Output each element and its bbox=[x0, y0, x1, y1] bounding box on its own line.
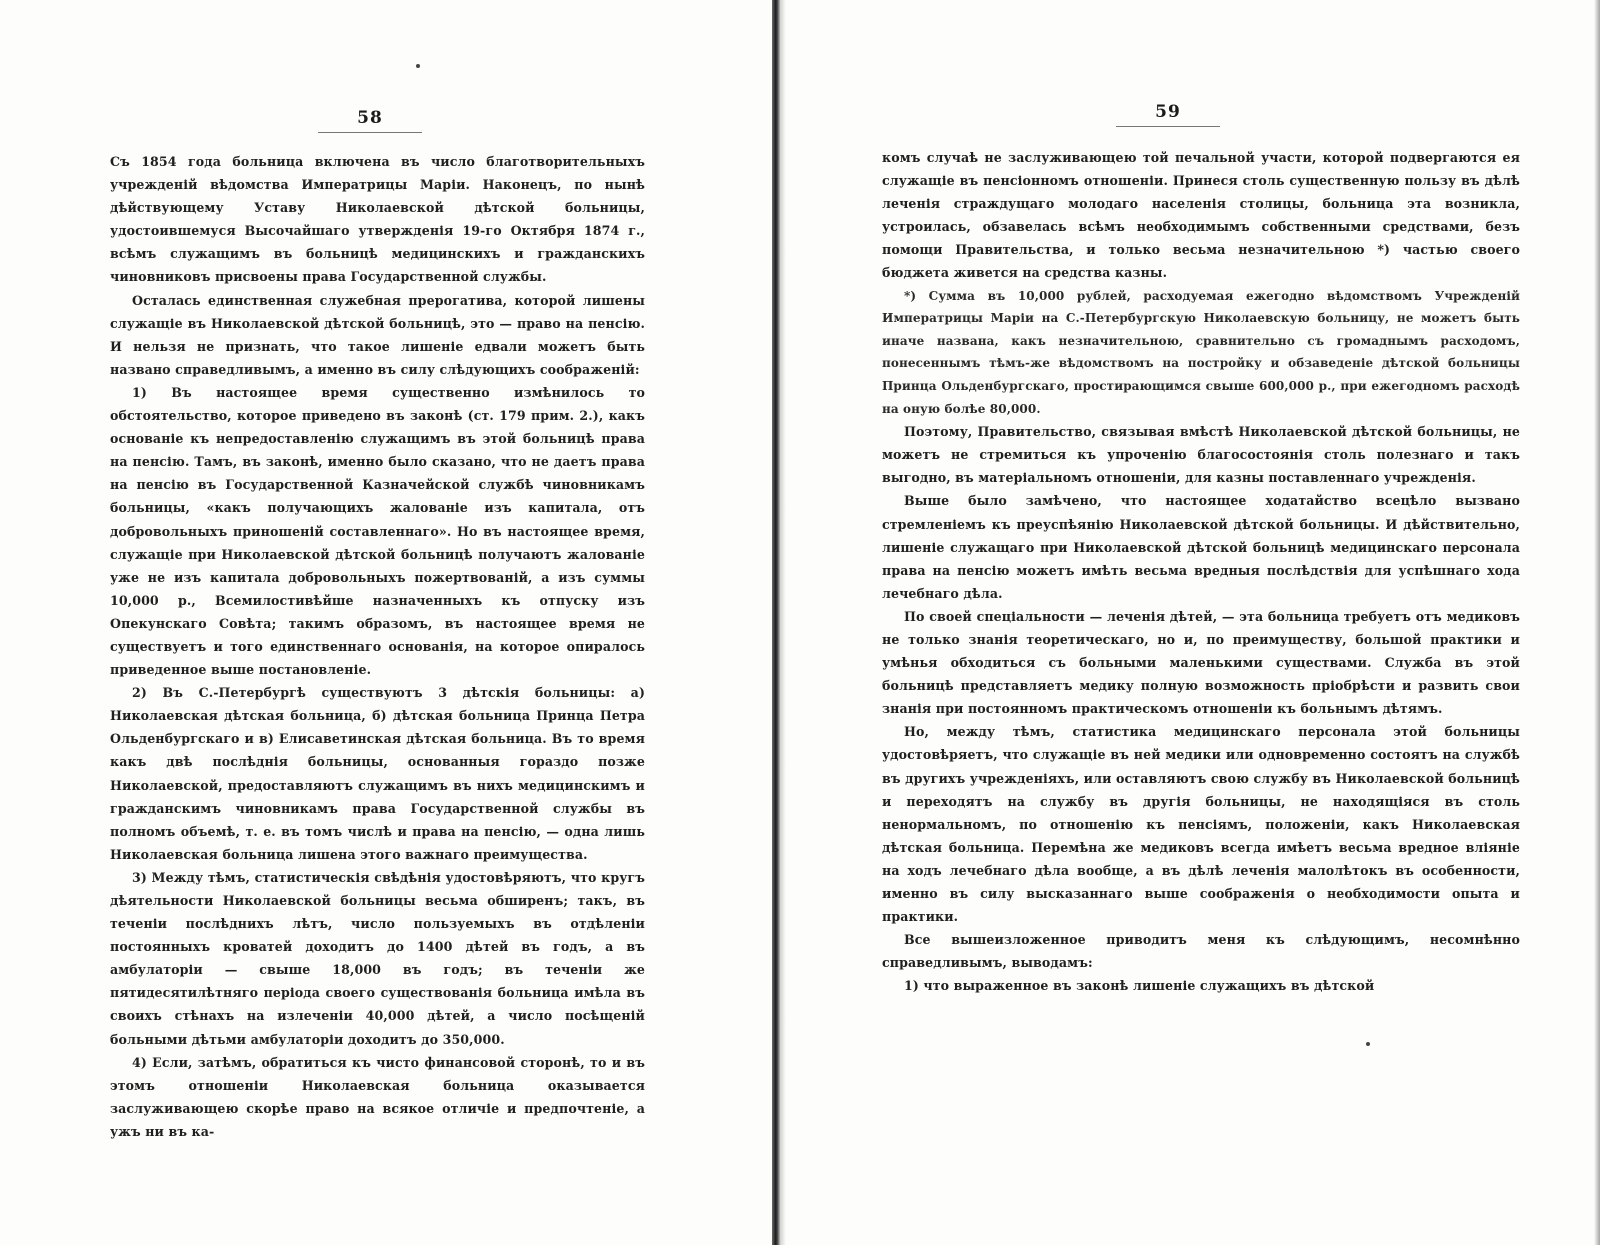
book-gutter bbox=[772, 0, 780, 1245]
right-paragraph-2: Поэтому, Правительство, связывая вмѣстѣ Николаевской дѣтской больницы, не можетъ не стремиться къ упроченію благосостоянія столь полезнаго и такъ выгодно, въ матеріальномъ отношеніи, для казны поставленнаго учрежденія. bbox=[882, 424, 1520, 486]
ink-speck bbox=[416, 64, 420, 68]
left-paragraph-6: 4) Если, затѣмъ, обратиться къ чисто финансовой сторонѣ, то и въ этомъ отношеніи Николаевская больница оказывается заслуживающею скорѣе право на всякое отличіе и предпочтеніе, а ужъ ни въ ка- bbox=[110, 1054, 645, 1139]
ink-speck bbox=[1366, 1042, 1370, 1046]
right-paragraph-7: 1) что выраженное въ законѣ лишеніе служащихъ въ дѣтской bbox=[904, 978, 1375, 994]
left-paragraph-3: 1) Въ настоящее время существенно измѣнилось то обстоятельство, которое приведено въ законѣ (ст. 179 прим. 2.), какъ основаніе къ непредоставленію служащимъ въ этой больницѣ права на пенсію. Тамъ, въ законѣ, именно было сказано, что не даетъ права на пенсію въ Государственной Казначейской службѣ чиновникамъ больницы, «какъ получающихъ жалованіе изъ капитала, отъ добровольныхъ приношеній составленнаго». Но въ настоящее время, служащіе при Николаевской дѣтской больницѣ получаютъ жалованіе уже не изъ капитала добровольныхъ пожертвованій, а изъ суммы 10,000 р., Всемилостивѣйше назначенныхъ къ отпуску изъ Опекунскаго Совѣта; такимъ образомъ, въ настоящее время не существуетъ и того единственнаго основанія, на которое опиралось приведенное выше постановленіе. bbox=[110, 384, 645, 678]
right-header-rule bbox=[1116, 126, 1220, 127]
right-paragraph-1: комъ случаѣ не заслуживающею той печальной участи, которой подвергаются ея служащіе въ пенсіонномъ отношеніи. Принеся столь существенную пользу въ дѣлѣ леченія страждущаго молодаго населенія столицы, больница эта возникла, устроилась, обзавелась всѣмъ необходимымъ собственными средствами, безъ помощи Правительства, и только весьма незначительною *) частью своего бюджета живется на средства казны. bbox=[882, 150, 1520, 281]
left-page-text bbox=[110, 150, 645, 1143]
right-paragraph-3: Выше было замѣчено, что настоящее ходатайство всецѣло вызвано стремленіемъ къ преуспѣянію Николаевской дѣтской больницы. И дѣйствительно, лишеніе служащаго при Николаевской дѣтской больницѣ медицинскаго персонала права на пенсію можетъ имѣть весьма вредныя послѣдствія для успѣшнаго хода лечебнаго дѣла. bbox=[882, 493, 1520, 601]
page-edge-shadow bbox=[1594, 0, 1600, 1245]
right-paragraph-4: По своей спеціальности — леченія дѣтей, — эта больница требуетъ отъ медиковъ не только знанія теоретическаго, но и, по преимуществу, большой практики и умѣнья обходиться съ больными маленькими существами. Служба въ этой больницѣ представляетъ медику полную возможность пріобрѣсти и развить свои знанія при постоянномъ практическомъ отношеніи къ больнымъ дѣтямъ. bbox=[882, 608, 1520, 717]
right-page bbox=[786, 0, 1600, 1245]
left-paragraph-1: Съ 1854 года больница включена въ число благотворительныхъ учрежденій вѣдомства Императрицы Маріи. Наконецъ, по нынѣ дѣйствующему Уставу Николаевской дѣтской больницы, удостоившемуся Высочайшаго утвержденія 19-го Октября 1874 г., всѣмъ служащимъ въ больницѣ медицинскихъ и гражданскихъ чиновниковъ присвоены права Государственной службы. bbox=[110, 154, 645, 285]
left-paragraph-5: 3) Между тѣмъ, статистическія свѣдѣнія удостовѣряютъ, что кругъ дѣятельности Николаевской больницы весьма обширенъ; такъ, въ теченіи послѣднихъ лѣтъ, число пользуемыхъ въ отдѣленіи постоянныхъ кроватей доходитъ до 1400 дѣтей въ годъ, а въ амбулаторіи — свыше 18,000 въ годъ; въ теченіи же пятидесятилѣтняго періода своего существованія больница имѣла въ своихъ стѣнахъ на излеченіи 40,000 дѣтей, а число посѣщеній больными дѣтьми амбулаторіи доходитъ до 350,000. bbox=[110, 869, 645, 1047]
left-header-rule bbox=[318, 132, 422, 133]
left-paragraph-2: Осталась единственная служебная прерогатива, которой лишены служащіе въ Николаевской дѣтской больницѣ, это — право на пенсію. И нельзя не признать, что такое лишеніе едвали можетъ быть названо справедливымъ, а именно въ силу слѣдующихъ соображеній: bbox=[110, 292, 645, 377]
left-page bbox=[0, 0, 772, 1245]
left-paragraph-4: 2) Въ С.-Петербургѣ существуютъ 3 дѣтскія больницы: а) Николаевская дѣтская больница, б) дѣтская больница Принца Петра Ольденбургскаго и в) Елисаветинская дѣтская больница. Въ то время какъ двѣ послѣднія больницы, основанныя гораздо позже Николаевской, предоставляютъ служащимъ въ нихъ медицинскимъ и гражданскимъ чиновникамъ права Государственной службы въ полномъ объемѣ, т. е. въ томъ числѣ и права на пенсію, — одна лишь Николаевская больница лишена этого важнаго преимущества. bbox=[110, 685, 645, 862]
right-paragraph-6: Все вышеизложенное приводитъ меня къ слѣдующимъ, несомнѣнно справедливымъ, выводамъ: bbox=[882, 932, 1520, 971]
left-page-number: 58 bbox=[357, 108, 383, 128]
right-page-text bbox=[882, 146, 1520, 997]
right-paragraph-5: Но, между тѣмъ, статистика медицинскаго персонала этой больницы удостовѣряетъ, что служащіе въ ней медики или одновременно состоятъ на службѣ въ другихъ учрежденіяхъ, или оставляютъ свою службу въ Николаевской больницѣ и переходятъ на службу въ другія больницы, не находящіяся въ столь ненормальномъ, по отношенію къ пенсіямъ, положеніи, какъ Николаевская дѣтская больница. Перемѣна же медиковъ всегда имѣетъ весьма вредное вліяніе на ходъ лечебнаго дѣла вообще, а въ дѣлѣ леченія малолѣтокъ въ особенности, именно въ силу высказаннаго выше соображенія о необходимости опыта и практики. bbox=[882, 724, 1520, 925]
right-footnote: *) Сумма въ 10,000 рублей, расходуемая ежегодно вѣдомствомъ Учрежденій Императрицы Маріи на С.-Петербургскую Николаевскую больницу, не можетъ быть иначе названа, какъ незначительною, сравнительно съ громаднымъ расходомъ, понесеннымъ тѣмъ-же вѣдомствомъ на постройку и обзаведеніе дѣтской больницы Принца Ольденбургскаго, простирающимся свыше 600,000 р., при ежегодномъ расходѣ на оную болѣе 80,000. bbox=[882, 288, 1520, 416]
right-page-number: 59 bbox=[1155, 102, 1181, 122]
